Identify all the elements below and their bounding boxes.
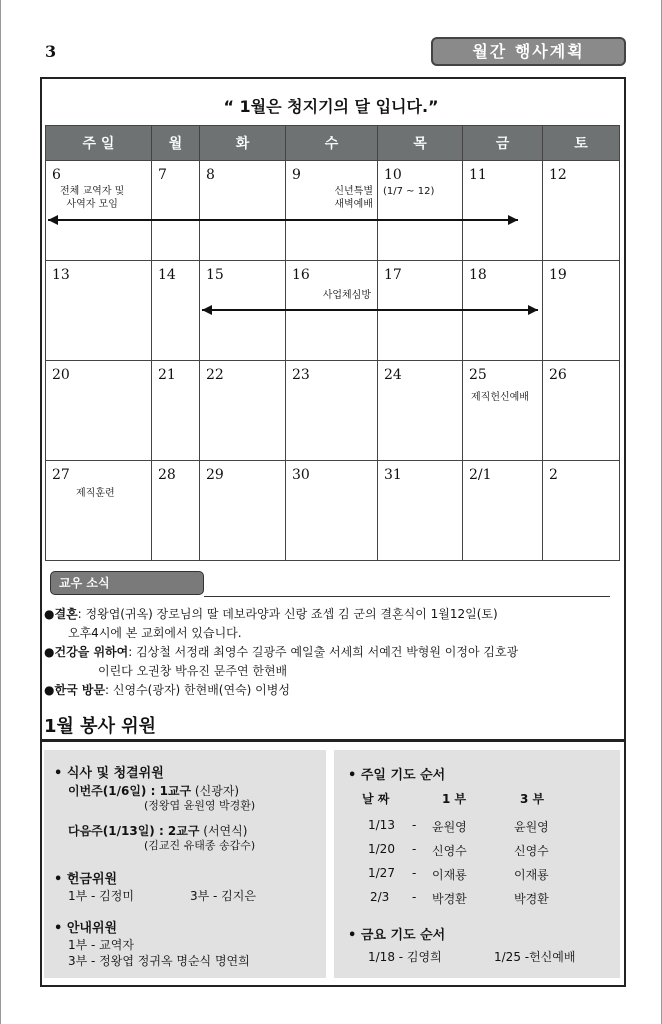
day-cell [543, 261, 620, 361]
day-number: 17 [384, 267, 402, 283]
day-number: 10 [384, 167, 402, 183]
friday-prayer-heading: • 금요 기도 순서 [348, 928, 446, 943]
usher-heading: • 안내위원 [54, 921, 118, 936]
prayer-date: 1/20 [368, 842, 395, 856]
service-panel-right [334, 750, 620, 978]
day-cell [286, 161, 378, 261]
next-week-line: 다음주(1/13일) : 2교구 (서연식) [68, 824, 248, 838]
news-item-text: : 정왕엽(귀옥) 장로님의 딸 데보라양과 신랑 죠셉 김 군의 결혼식이 1월12일(토) [77, 607, 498, 621]
day-number: 19 [549, 267, 567, 283]
news-item-label: 건강을 위하여 [54, 645, 129, 659]
prayer-first-name: 신영수 [432, 844, 467, 858]
prayer-third-name: 이재룡 [514, 868, 549, 882]
prayer-col-third: 3 부 [520, 792, 545, 806]
day-cell [152, 261, 200, 361]
weekday-header-row [46, 126, 620, 161]
weekday-header: 주 일 [46, 126, 152, 161]
news-item-continuation: 오후4시에 본 교회에서 있습니다. [68, 626, 242, 640]
day-number: 11 [469, 167, 487, 183]
service-section-title: 1월 봉사 위원 [44, 716, 156, 737]
week-row [46, 161, 620, 261]
weekday-header: 수 [286, 126, 378, 161]
day-number: 28 [158, 467, 176, 483]
day-number: 2/1 [469, 467, 492, 483]
news-item: ●결혼: 정왕엽(귀옥) 장로님의 딸 데보라양과 신랑 죠셉 김 군의 결혼식이 1월12일(토) [44, 607, 498, 621]
news-item-text: : 김상철 서정래 최영수 길광주 예일출 서세희 서예건 박형원 이정아 김호광 [128, 645, 519, 659]
day-cell [46, 161, 152, 261]
prayer-dash: - [412, 866, 417, 880]
day-cell [463, 161, 543, 261]
day-number: 30 [292, 467, 310, 483]
day-cell [378, 361, 463, 461]
day-number: 27 [52, 467, 70, 483]
day-cell [286, 361, 378, 461]
event-label: 사업체심방 [322, 290, 371, 301]
calendar-table [45, 125, 620, 561]
weekday-header: 화 [200, 126, 286, 161]
prayer-col-date: 날 짜 [362, 792, 390, 806]
day-cell [463, 261, 543, 361]
this-week-line: 이번주(1/6일) : 1교구 (신광자) [68, 784, 240, 798]
friday-prayer-item: 1/25 -헌신예배 [494, 950, 576, 964]
day-cell [46, 261, 152, 361]
event-label: 전체 교역자 및 사역자 모임 [60, 186, 125, 210]
day-number: 15 [206, 267, 224, 283]
week-row [46, 361, 620, 461]
day-cell [378, 261, 463, 361]
service-panel-left [44, 750, 326, 978]
day-cell [200, 461, 286, 561]
event-label: 신년특별 새벽예배 [334, 186, 373, 210]
weekday-header: 월 [152, 126, 200, 161]
news-item-label: 결혼 [54, 607, 78, 621]
news-item: ●한국 방문: 신영수(광자) 한현배(연숙) 이병성 [44, 683, 290, 697]
prayer-first-name: 박경환 [432, 892, 467, 906]
weekday-header: 토 [543, 126, 620, 161]
day-number: 29 [206, 467, 224, 483]
prayer-dash: - [412, 842, 417, 856]
day-number: 14 [158, 267, 176, 283]
day-number: 31 [384, 467, 402, 483]
offering-third-service: 3부 - 김지은 [190, 889, 256, 903]
event-label: 제직헌신예배 [471, 392, 529, 403]
news-item-label: 한국 방문 [54, 683, 106, 697]
day-number: 23 [292, 367, 310, 383]
day-number: 16 [292, 267, 310, 283]
prayer-first-name: 이재룡 [432, 868, 467, 882]
weekday-header: 목 [378, 126, 463, 161]
day-cell [286, 261, 378, 361]
day-cell [378, 461, 463, 561]
day-cell [543, 161, 620, 261]
prayer-date: 2/3 [370, 890, 390, 904]
day-cell [152, 161, 200, 261]
day-number: 13 [52, 267, 70, 283]
page-number: 3 [45, 42, 57, 61]
service-section-rule [40, 739, 626, 742]
weekday-header: 금 [463, 126, 543, 161]
day-cell [543, 361, 620, 461]
prayer-third-name: 윤원영 [514, 820, 549, 834]
day-cell [200, 361, 286, 461]
day-cell [463, 361, 543, 461]
week-row [46, 261, 620, 361]
day-cell [286, 461, 378, 561]
usher-third-service: 3부 - 정왕엽 정귀옥 명순식 명연희 [68, 954, 250, 968]
day-cell [200, 161, 286, 261]
news-section-tab: 교우 소식 [50, 571, 204, 595]
day-cell [46, 361, 152, 461]
usher-first-service: 1부 - 교역자 [68, 938, 134, 952]
calendar-title: “ 1월은 청지기의 달 입니다.” [223, 97, 439, 116]
prayer-first-name: 윤원영 [432, 820, 467, 834]
day-number: 18 [469, 267, 487, 283]
meal-heading: • 식사 및 청결위원 [54, 766, 164, 781]
day-cell [46, 461, 152, 561]
news-divider [204, 596, 610, 597]
day-cell [378, 161, 463, 261]
prayer-third-name: 신영수 [514, 844, 549, 858]
event-label: (1/7 ~ 12) [383, 186, 435, 197]
day-number: 6 [52, 167, 61, 183]
prayer-third-name: 박경환 [514, 892, 549, 906]
day-number: 8 [206, 167, 215, 183]
day-number: 2 [549, 467, 558, 483]
day-number: 25 [469, 367, 487, 383]
offering-heading: • 헌금위원 [54, 872, 118, 887]
prayer-date: 1/13 [368, 818, 395, 832]
prayer-dash: - [412, 890, 417, 904]
day-number: 26 [549, 367, 567, 383]
day-number: 7 [158, 167, 167, 183]
day-cell [463, 461, 543, 561]
prayer-date: 1/27 [368, 866, 395, 880]
day-cell [152, 461, 200, 561]
day-number: 24 [384, 367, 402, 383]
sunday-prayer-heading: • 주일 기도 순서 [348, 768, 446, 783]
week-row [46, 461, 620, 561]
header-tab: 월간 행사계획 [431, 37, 626, 66]
news-item-text: : 신영수(광자) 한현배(연숙) 이병성 [105, 683, 290, 697]
day-cell [152, 361, 200, 461]
prayer-col-first: 1 부 [442, 792, 467, 806]
friday-prayer-item: 1/18 - 김영희 [368, 950, 442, 964]
prayer-dash: - [412, 818, 417, 832]
day-number: 21 [158, 367, 176, 383]
news-item: ●건강을 위하여: 김상철 서정래 최영수 길광주 예일출 서세희 서예건 박형원 이정아 김호광 [44, 645, 519, 659]
day-cell [200, 261, 286, 361]
this-week-members: (정왕엽 윤원영 박경환) [144, 799, 256, 812]
next-week-members: (김교진 유태종 송갑수) [144, 839, 256, 852]
day-cell [543, 461, 620, 561]
day-number: 9 [292, 167, 301, 183]
day-number: 22 [206, 367, 224, 383]
day-number: 12 [549, 167, 567, 183]
day-number: 20 [52, 367, 70, 383]
event-label: 제직훈련 [76, 488, 115, 499]
offering-first-service: 1부 - 김정미 [68, 889, 134, 903]
news-item-continuation: 이린다 오권창 박유진 문주연 한현배 [98, 664, 288, 678]
